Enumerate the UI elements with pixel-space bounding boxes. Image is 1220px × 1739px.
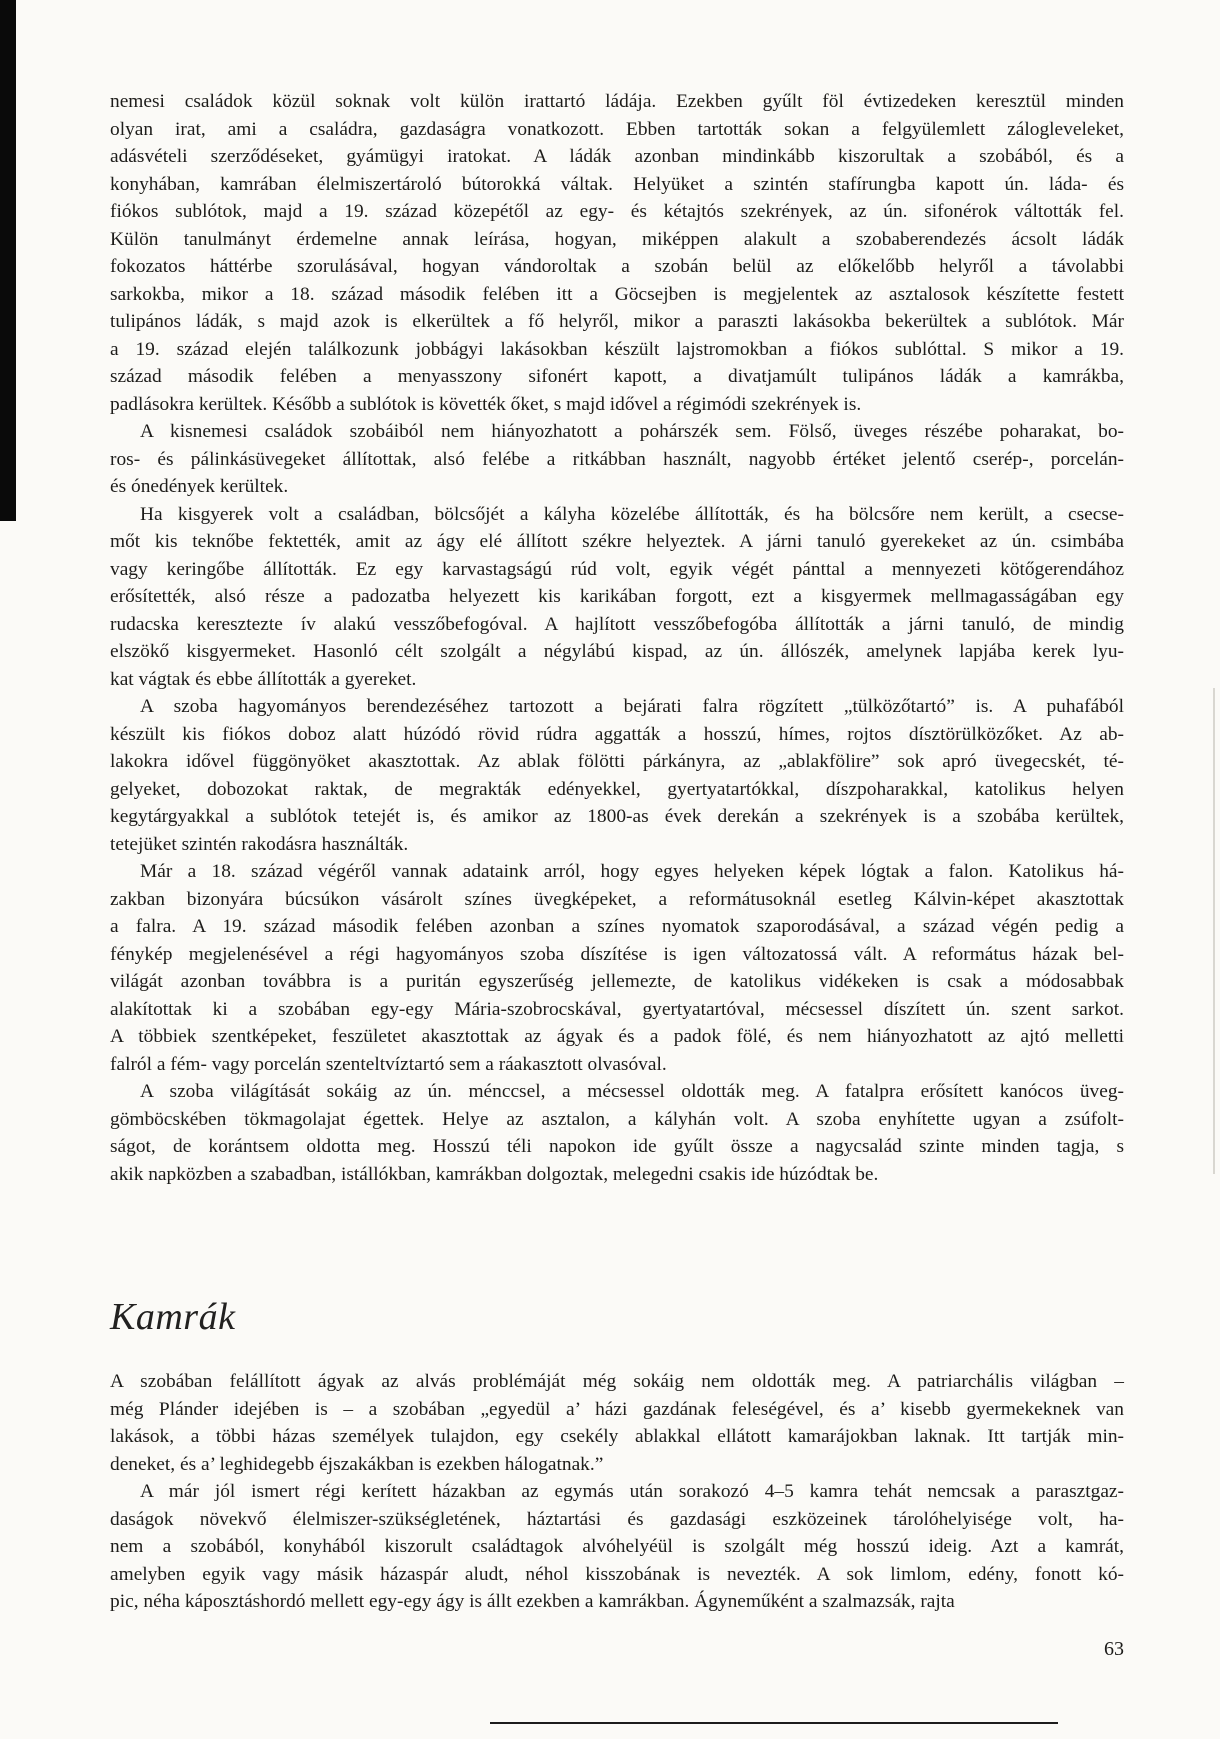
- text-line: fénykép megjelenésével a régi hagyományos szoba díszítése is igen változatossá vált. A református házak bel-: [110, 943, 1124, 965]
- text-line: A már jól ismert régi kerített házakban az egymás után sorakozó 4–5 kamra tehát nemcsak a parasztgaz-: [140, 1481, 1124, 1502]
- text-line: ságot, de korántsem oldotta meg. Hosszú téli napokon ide gyűlt össze a nagycsalád szinte minden tagja, s: [110, 1136, 1124, 1157]
- text-line: alakítottak ki a szobában egy-egy Mária-szobrocskával, gyertyatartóval, mécsessel díszített ún. szent sarkot.: [110, 998, 1124, 1020]
- paragraph: [110, 418, 1124, 501]
- text-line: gömböcskében tökmagolajat égettek. Helye az asztalon, a kályhán volt. A szoba enyhítette ugyan a zsúfolt-: [110, 1108, 1124, 1130]
- text-line: adásvételi szerződéseket, gyámügyi iratokat. A ládák azonban mindinkább kiszorultak a szobából, és a: [110, 146, 1124, 167]
- text-line: Már a 18. század végéről vannak adataink arról, hogy egyes helyeken képek lógtak a falon. Katolikus há-: [140, 861, 1124, 882]
- paragraph: [110, 693, 1124, 858]
- text-line: készült kis fiókos doboz alatt húzódó rövid rúdra aggatták a hosszú, hímes, rojtos dísztörülközőket. Az ab-: [110, 723, 1124, 745]
- text-line: A szobában felállított ágyak az alvás problémáját még sokáig nem oldották meg. A patriarchális világban –: [110, 1371, 1124, 1392]
- text-line: nem a szobából, konyhából kiszorult családtagok alvóhelyéül is szolgált még hosszú ideig. Azt a kamrát,: [110, 1536, 1124, 1557]
- text-line: deneket, és a’ leghidegebb éjszakákban is ezekben hálogatnak.”: [110, 1453, 604, 1475]
- scan-artifact-bottom-line: [490, 1722, 1058, 1724]
- text-line: lakások, a többi házas személyek tulajdon, egy csekély ablakkal ellátott kamarájokban laknak. Itt tartják min-: [110, 1426, 1124, 1447]
- body-text-block-2: [110, 1368, 1124, 1616]
- text-line: daságok növekvő élelmiszer-szükségletének, háztartási és gazdasági eszközeinek tárolóhelyisége volt, ha-: [110, 1508, 1124, 1530]
- text-line: fokozatos háttérbe szorulásával, hogyan vándoroltak a szobán belül az előkelőbb helyről a távolabbi: [110, 256, 1124, 277]
- text-line: zakban bizonyára búcsúkon vásárolt színes üvegképeket, a reformátusoknál esetleg Kálvin-képet akasztottak: [110, 888, 1124, 910]
- text-line: tetejüket szintén rakodásra használták.: [110, 833, 409, 855]
- text-line: vagy keringőbe állították. Ez egy karvastagságú rúd volt, egyik végét pánttal a mennyezeti kötőgerendához: [110, 558, 1124, 580]
- paragraph: [110, 501, 1124, 694]
- text-line: és ónedények kerültek.: [110, 476, 289, 497]
- text-line: konyhában, kamrában élelmiszertároló bútorokká váltak. Helyüket a szintén stafírungba kapott ún. láda- és: [110, 173, 1124, 195]
- paragraph: [110, 1368, 1124, 1478]
- text-line: fiókos sublótok, majd a 19. század közepétől az egy- és kétajtós szekrények, az ún. sifonérok váltották fel.: [110, 201, 1124, 222]
- text-line: ros- és pálinkásüvegeket állítottak, alsó felébe a ritkábban használt, nagyobb értéket jelentő cserép-, porcelán-: [110, 448, 1124, 470]
- body-text-block-1: [110, 88, 1124, 1188]
- text-line: A többiek szentképeket, feszületet akasztottak az ágyak és a padok fölé, és nem hiányozhatott az ajtó melletti: [110, 1026, 1124, 1047]
- scan-edge-artifact-left: [0, 0, 16, 521]
- section-heading: Kamrák: [110, 1296, 236, 1338]
- text-line: gelyeket, dobozokat raktak, de megrakták edényekkel, gyertyatartókkal, díszpoharakkal, katolikus helyen: [110, 778, 1124, 800]
- text-line: a 19. század elején találkozunk jobbágyi lakásokban készült lajstromokban a fiókos sublóttal. S mikor a 19.: [110, 338, 1124, 360]
- text-line: nemesi családok közül soknak volt külön irattartó ládája. Ezekben gyűlt föl évtizedeken keresztül minden: [110, 91, 1124, 112]
- text-line: A szoba világítását sokáig az ún. ménccsel, a mécsessel oldották meg. A fatalpra erősített kanócos üveg-: [140, 1081, 1124, 1102]
- text-line: amelyben egyik vagy másik házaspár aludt, néhol kisszobának is nevezték. A sok limlom, edény, fonott kó-: [110, 1563, 1124, 1585]
- text-line: rudacska keresztezte ív alakú vesszőbefogóval. A hajlított vesszőbefogóba állították a járni tanuló, de mindig: [110, 613, 1124, 635]
- text-line: mőt kis teknőbe fektették, amit az ágy elé állított székre helyeztek. A járni tanuló gyerekeket az ún. csimbába: [110, 531, 1124, 552]
- text-line: erősítették, alsó része a padozatba helyezett kis karikában forgott, ezt a kisgyermek mellmagasságában egy: [110, 586, 1124, 607]
- page-number: 63: [1104, 1638, 1124, 1660]
- text-line: kegytárgyakkal a sublótok tetejét is, és amikor az 1800-as évek derekán a szekrények is a szobába kerültek,: [110, 806, 1124, 827]
- text-line: század második felében a menyasszony sifonért kapott, a divatjamúlt tulipános ládák a kamrákba,: [110, 366, 1124, 387]
- text-line: Ha kisgyerek volt a családban, bölcsőjét a kályha közelébe állították, és ha bölcsőre nem került, a csecse-: [140, 503, 1124, 525]
- paragraph: [110, 88, 1124, 418]
- scan-edge-artifact-right: [1213, 688, 1215, 1174]
- text-line: Külön tanulmányt érdemelne annak leírása, hogyan, miképpen alakult a szobaberendezés ácsolt ládák: [110, 228, 1124, 250]
- text-line: falról a fém- vagy porcelán szenteltvíztartó sem a ráakasztott olvasóval.: [110, 1053, 667, 1075]
- text-line: kat vágtak és ebbe állították a gyereket.: [110, 668, 417, 690]
- paragraph: [110, 1478, 1124, 1616]
- text-line: még Plánder idejében is – a szobában „egyedül a’ házi gazdának feleségével, és a’ kisebb gyermekeknek van: [110, 1398, 1124, 1420]
- text-line: elszökő kisgyermeket. Hasonló célt szolgált a négylábú kispad, az ún. állószék, amelynek lapjába kerek lyu-: [110, 641, 1124, 662]
- paragraph: [110, 1078, 1124, 1188]
- text-line: tulipános ládák, s majd azok is elkerültek a fő helyről, mikor a paraszti lakásokba bekerültek a sublótok. Már: [110, 311, 1124, 332]
- text-line: A kisnemesi családok szobáiból nem hiányozhatott a pohárszék sem. Fölső, üveges részébe poharakat, bo-: [140, 421, 1124, 442]
- text-line: padlásokra kerültek. Később a sublótok is követték őket, s majd idővel a régimódi szekrények is.: [110, 393, 862, 415]
- text-line: akik napközben a szabadban, istállókban, kamrákban dolgoztak, melegedni csakis ide húzódtak be.: [110, 1163, 879, 1185]
- text-line: A szoba hagyományos berendezéséhez tartozott a bejárati falra rögzített „tülközőtartó” is. A puhafából: [140, 696, 1124, 717]
- text-line: olyan irat, ami a családra, gazdaságra vonatkozott. Ebben tartották sokan a felgyülemlett zálogleveleket,: [110, 118, 1124, 140]
- text-line: világát azonban továbbra is a puritán egyszerűség jellemezte, de katolikus vidékeken is csak a módosabbak: [110, 971, 1124, 992]
- text-line: pic, néha káposztáshordó mellett egy-egy ágy is állt ezekben a kamrákban. Ágyneműként a szalmazsák, rajta: [110, 1591, 955, 1612]
- text-line: sarkokba, mikor a 18. század második felében itt a Göcsejben is megjelentek az asztalosok készítette festett: [110, 283, 1124, 305]
- text-line: a falra. A 19. század második felében azonban a színes nyomatok szaporodásával, a század végén pedig a: [110, 916, 1124, 937]
- paragraph: [110, 858, 1124, 1078]
- text-line: lakokra idővel függönyöket akasztottak. Az ablak fölötti párkányra, az „ablakfölire” sok apró üvegecskét, té-: [110, 751, 1124, 772]
